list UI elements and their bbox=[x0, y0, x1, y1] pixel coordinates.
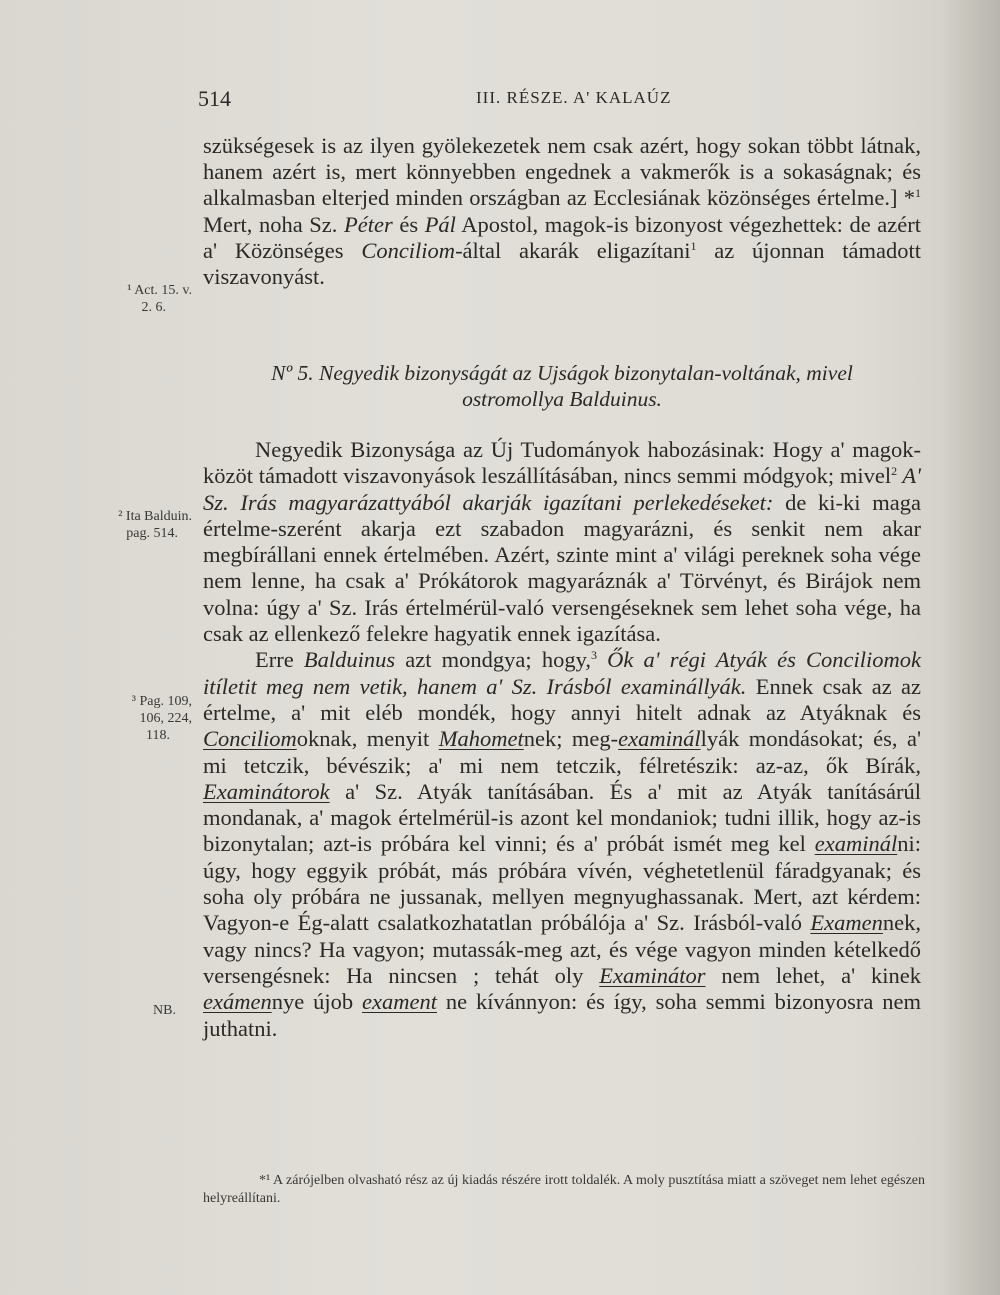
margin-note-line: ² Ita Balduin. bbox=[118, 509, 192, 524]
margin-note-line: 2. 6. bbox=[141, 300, 166, 315]
underlined-term: Mahomet bbox=[438, 726, 524, 752]
italic-quote: A' Sz. Irás magyarázattyából akarják igazítani perlekedéseket: bbox=[203, 463, 921, 515]
italic-quote: Ők a' régi Atyák és Conciliomok itíletit meg nem vetik, hanem a' Sz. Irásból examinállyák. bbox=[203, 647, 921, 699]
underlined-term: Conciliom bbox=[203, 726, 297, 752]
text-span: nek; meg- bbox=[523, 726, 619, 752]
underlined-term: Examinátorok bbox=[203, 778, 330, 804]
text-span: az újonnan támadott viszavonyást. bbox=[203, 237, 921, 290]
text-span: nem lehet, a' kinek bbox=[705, 962, 921, 988]
text-span: és bbox=[392, 211, 425, 237]
section-title-line-1: Nº 5. Negyedik bizonyságát az Ujságok bizonytalan-voltának, mivel bbox=[271, 361, 853, 385]
footnote-text: *¹ A zárójelben olvasható rész az új kiadás részére irott toldalék. A moly pusztítása miatt a szöveget nem lehet egészen helyreállítani. bbox=[203, 1173, 925, 1206]
text-span: szükségesek is az ilyen gyölekezetek nem csak azért, hogy sokan többt látnak, hanem azért is, mert könnyebben engednek a vakmerők is a sokaságnak; és alkalmasban elterjed minden országban az Ecclesiának közönséges értelme.] * bbox=[203, 133, 921, 211]
margin-note-line: NB. bbox=[153, 1003, 176, 1018]
text-span: de ki-ki maga értelme-szerént akarja ezt szabadon magyarázni, és senkit nem akar megbírállani ennek értelmében. Azért, szinte mint a' világi pereknek soha vége nem lenne, ha csak a' Prókátorok magyaráznák a' Törvényt, és Birájok nem volna: úgy a' Sz. Irás értelmérül-való versengéseknek sem lehet soha vége, ha csak az ellenkező felekre hagyatik ennek igazítása. bbox=[203, 489, 921, 647]
text-span: Negyedik Bizonysága az Új Tudományok habozásinak: Hogy a' magok-közöt támadott viszavonyások leszállításában, nincs semmi módgyok; mivel bbox=[203, 437, 921, 489]
text-span: lyák mondásokat; és, a' mi tetczik, bévészik; a' mi nem tetczik, félretészik: az-az, ők Bírák, bbox=[203, 726, 922, 778]
footnote bbox=[203, 1172, 925, 1208]
margin-note-2 bbox=[96, 508, 192, 542]
text-span: Ennek csak az az értelme, a' mit eléb mondék, hogy annyi hitelt adnak az Atyáknak és bbox=[203, 673, 922, 725]
footnote-marker: 1 bbox=[690, 238, 697, 253]
margin-note-line: 106, 224, bbox=[139, 711, 192, 726]
underlined-term: examinál bbox=[618, 726, 701, 752]
margin-note-line: 118. bbox=[146, 728, 170, 743]
underlined-term: examinál bbox=[814, 831, 898, 857]
underlined-term: Examinátor bbox=[599, 962, 706, 988]
italic-conciliom: Conciliom bbox=[361, 237, 456, 263]
footnote-marker: 3 bbox=[590, 648, 597, 663]
underlined-term: exament bbox=[362, 989, 437, 1015]
margin-note-3 bbox=[100, 693, 192, 744]
main-text bbox=[203, 437, 921, 1042]
italic-name-pal: Pál bbox=[424, 211, 456, 237]
text-span: Mert, noha Sz. bbox=[203, 211, 345, 237]
underlined-term: Examen bbox=[810, 910, 883, 936]
margin-note-nb bbox=[120, 1002, 176, 1019]
text-span: nye újob bbox=[271, 989, 363, 1015]
paragraph-3 bbox=[203, 647, 921, 1041]
running-head: III. RÉSZE. A' KALAÚZ bbox=[476, 88, 672, 107]
text-span: nek, vagy nincs? Ha vagyon; mutassák-meg azt, és vége vagyon minden kételkedő versengésnek: Ha nincsen ; tehát oly bbox=[203, 910, 921, 988]
margin-note-line: ³ Pag. 109, bbox=[131, 694, 192, 709]
text-span: -által akarák eligazítani bbox=[455, 237, 691, 263]
section-title bbox=[203, 360, 921, 412]
page-number: 514 bbox=[198, 86, 231, 111]
text-span: oknak, menyit bbox=[296, 726, 439, 752]
paragraph-1-text bbox=[203, 133, 921, 290]
margin-note-line: pag. 514. bbox=[126, 526, 178, 541]
italic-name-peter: Péter bbox=[344, 211, 393, 237]
text-span: Erre bbox=[255, 647, 304, 673]
text-span: azt mondgya; hogy, bbox=[395, 647, 591, 673]
text-span: Apostol, magok-is bizonyost végezhettek: de azért a' Közönséges bbox=[203, 211, 921, 263]
footnote-marker: 2 bbox=[891, 464, 898, 479]
page-header bbox=[198, 86, 918, 116]
text-span: ni: úgy, hogy eggyik próbát, más próbára vívén, véghetetlenül fáradgyanak; és soha oly próbára ne jussanak, mellyen megnyughassanak. Mert, azt kérdem: Vagyon-e Ég-alatt csalatkozhatatlan próbálója a' Sz. Irásból-való bbox=[203, 831, 921, 936]
footnote-marker: 1 bbox=[915, 186, 921, 201]
paragraph-2 bbox=[203, 437, 921, 647]
binding-shadow bbox=[940, 0, 1000, 1295]
section-title-line-2: ostromollya Balduinus. bbox=[462, 387, 662, 411]
underlined-term: exámen bbox=[203, 989, 272, 1015]
margin-note-1 bbox=[100, 282, 192, 316]
margin-note-line: ¹ Act. 15. v. bbox=[127, 283, 192, 298]
text-span: ne kívánnyon: és így, soha semmi bizonyosra nem juthatni. bbox=[203, 989, 921, 1041]
italic-name-balduinus: Balduinus bbox=[303, 647, 396, 673]
paragraph-1 bbox=[203, 133, 921, 290]
text-span: a' Sz. Atyák tanításában. És a' mit az Atyák tanításárúl mondanak, a' magok értelmérül-is azont kel mondaniok; tudni illik, hogy az-is bizonytalan; azt-is próbára kel vinni; és a' próbát ismét meg kel bbox=[203, 778, 921, 857]
